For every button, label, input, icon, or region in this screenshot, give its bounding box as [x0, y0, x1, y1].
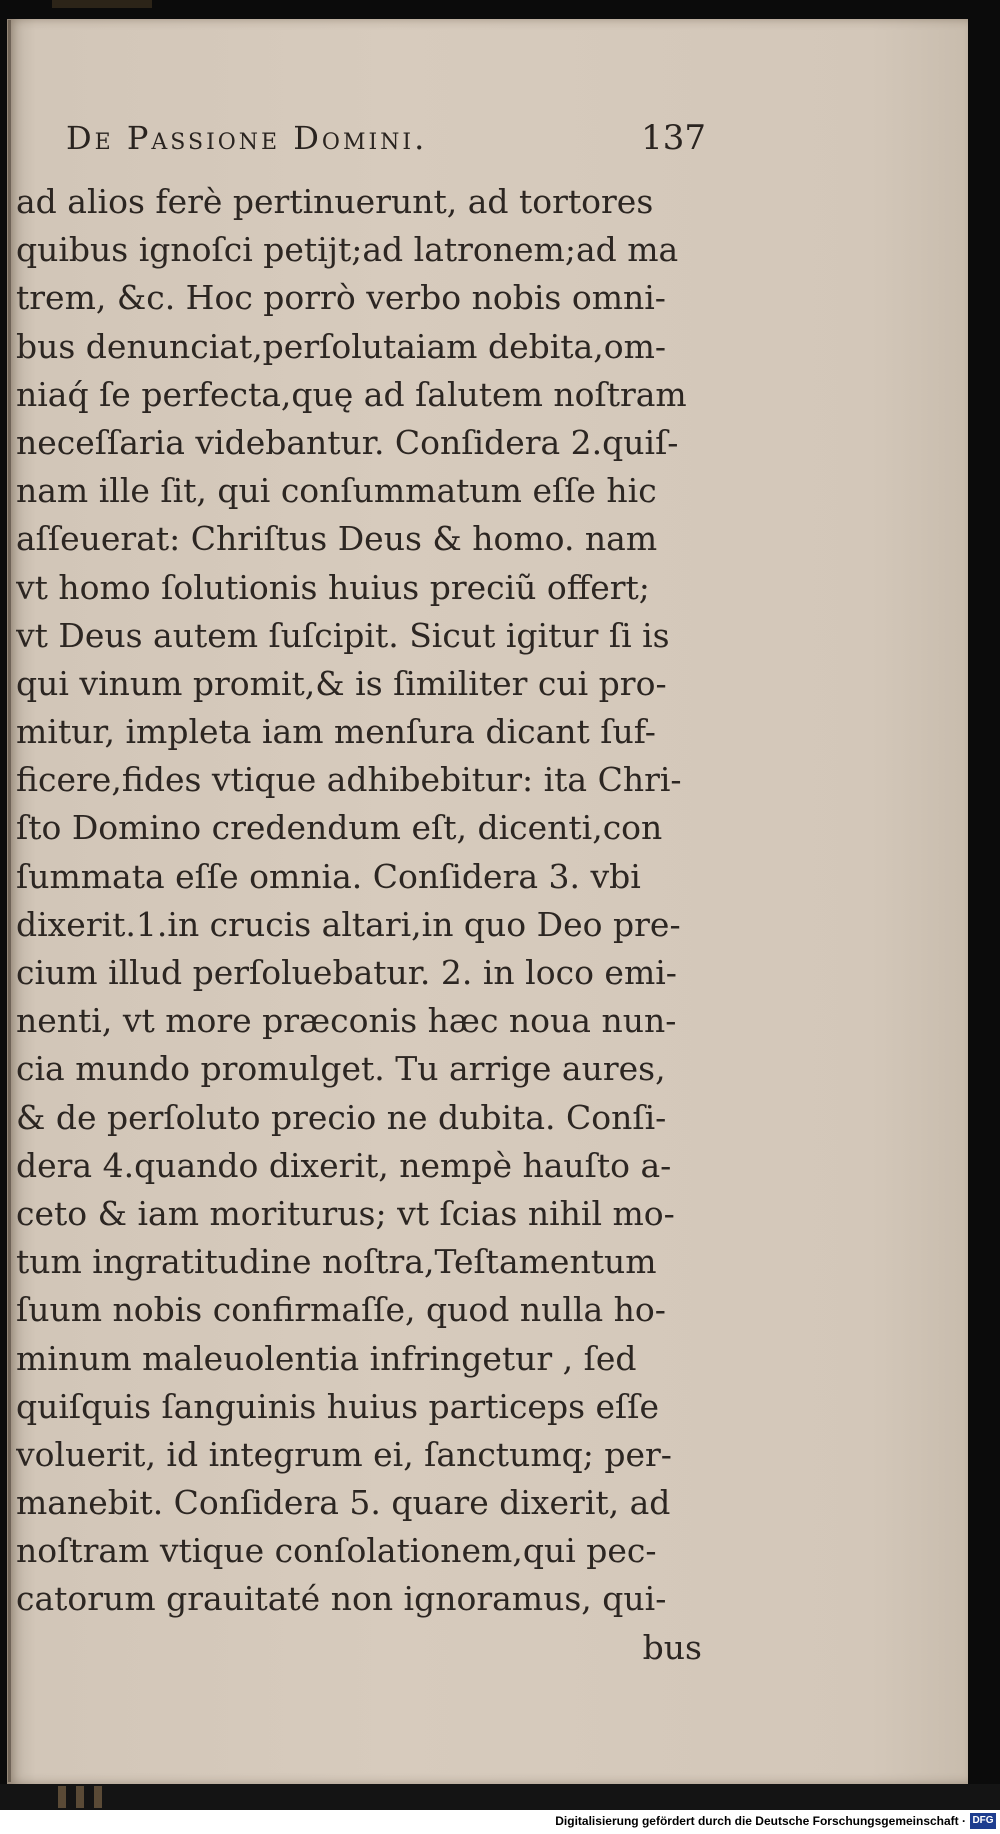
text-line: minum maleuolentia infringetur , ſed [16, 1338, 637, 1378]
text-line: tum ingratitudine noſtra,Teſtamentum [16, 1242, 657, 1282]
text-line: ſummata eſſe omnia. Conſidera 3. vbi [16, 856, 641, 896]
text-line: ceto & iam moriturus; vt ſcias nihil mo- [16, 1193, 675, 1233]
dfg-logo: DFG [970, 1813, 996, 1829]
text-line: dixerit.1.in crucis altari,in quo Deo pre- [16, 904, 681, 944]
text-line: voluerit, id integrum ei, ſanctumq; per- [16, 1434, 672, 1474]
text-line: ficere,fides vtique adhibebitur: ita Chri- [16, 760, 682, 800]
catchword: bus [642, 1627, 702, 1667]
scan-bottom-border [0, 1784, 1000, 1810]
running-head [66, 118, 706, 170]
binding-mark [76, 1786, 84, 1808]
text-line: noſtram vtique conſolationem,qui pec- [16, 1531, 657, 1571]
funding-credit-text: Digitalisierung gefördert durch die Deutsche Forschungsgemeinschaft · [555, 1814, 966, 1828]
text-line: & de perſoluto precio ne dubita. Conſi- [16, 1097, 667, 1137]
text-line: trem, &c. Hoc porrò verbo nobis omni- [16, 278, 666, 318]
text-line: nenti, vt more præconis hæc noua nun- [16, 1001, 677, 1041]
text-line: aſſeuerat: Chriſtus Deus & homo. nam [16, 519, 658, 559]
text-line: mitur, impleta iam menſura dicant ſuf- [16, 712, 656, 752]
text-line: qui vinum promit,& is ſimiliter cui pro- [16, 663, 667, 703]
binding-mark [94, 1786, 102, 1808]
text-line: vt homo ſolutionis huius preciũ offert; [16, 567, 650, 607]
funding-credit-bar [0, 1810, 1000, 1834]
text-line: dera 4.quando dixerit, nempè hauſto a- [16, 1145, 672, 1185]
text-line: nam ille ſit, qui conſummatum eſſe hic [16, 471, 657, 511]
page-gutter-line [8, 20, 11, 1782]
text-line: ſuum nobis confirmaſſe, quod nulla ho- [16, 1290, 666, 1330]
text-line: bus denunciat,perſolutaiam debita,om- [16, 326, 667, 366]
text-line: quibus ignoſci petijt;ad latronem;ad ma [16, 230, 679, 270]
text-line: cia mundo promulget. Tu arrige aures, [16, 1049, 666, 1089]
page-number: 137 [641, 118, 706, 158]
text-line: manebit. Conſidera 5. quare dixerit, ad [16, 1483, 671, 1523]
text-line: vt Deus autem ſuſcipit. Sicut igitur ſi is [16, 615, 670, 655]
text-line: niaq́ ſe perfecta,quę ad ſalutem noſtram [16, 374, 687, 414]
binding-mark [58, 1786, 66, 1808]
text-line: cium illud perſoluebatur. 2. in loco emi- [16, 953, 677, 992]
body-text [16, 178, 714, 1672]
text-line: ad alios ferè pertinuerunt, ad tortores [16, 182, 654, 221]
scan-top-mark [52, 0, 152, 8]
text-line: catorum grauitaté non ignoramus, qui- [16, 1579, 667, 1619]
text-line: neceſſaria videbantur. Conſidera 2.quiſ- [16, 422, 679, 462]
text-line: ſto Domino credendum eſt, dicenti,con [16, 808, 663, 848]
text-line: quiſquis ſanguinis huius particeps eſſe [16, 1386, 659, 1426]
running-head-title: De Passione Domini. [66, 119, 428, 157]
scan-binding-marks [58, 1786, 138, 1808]
